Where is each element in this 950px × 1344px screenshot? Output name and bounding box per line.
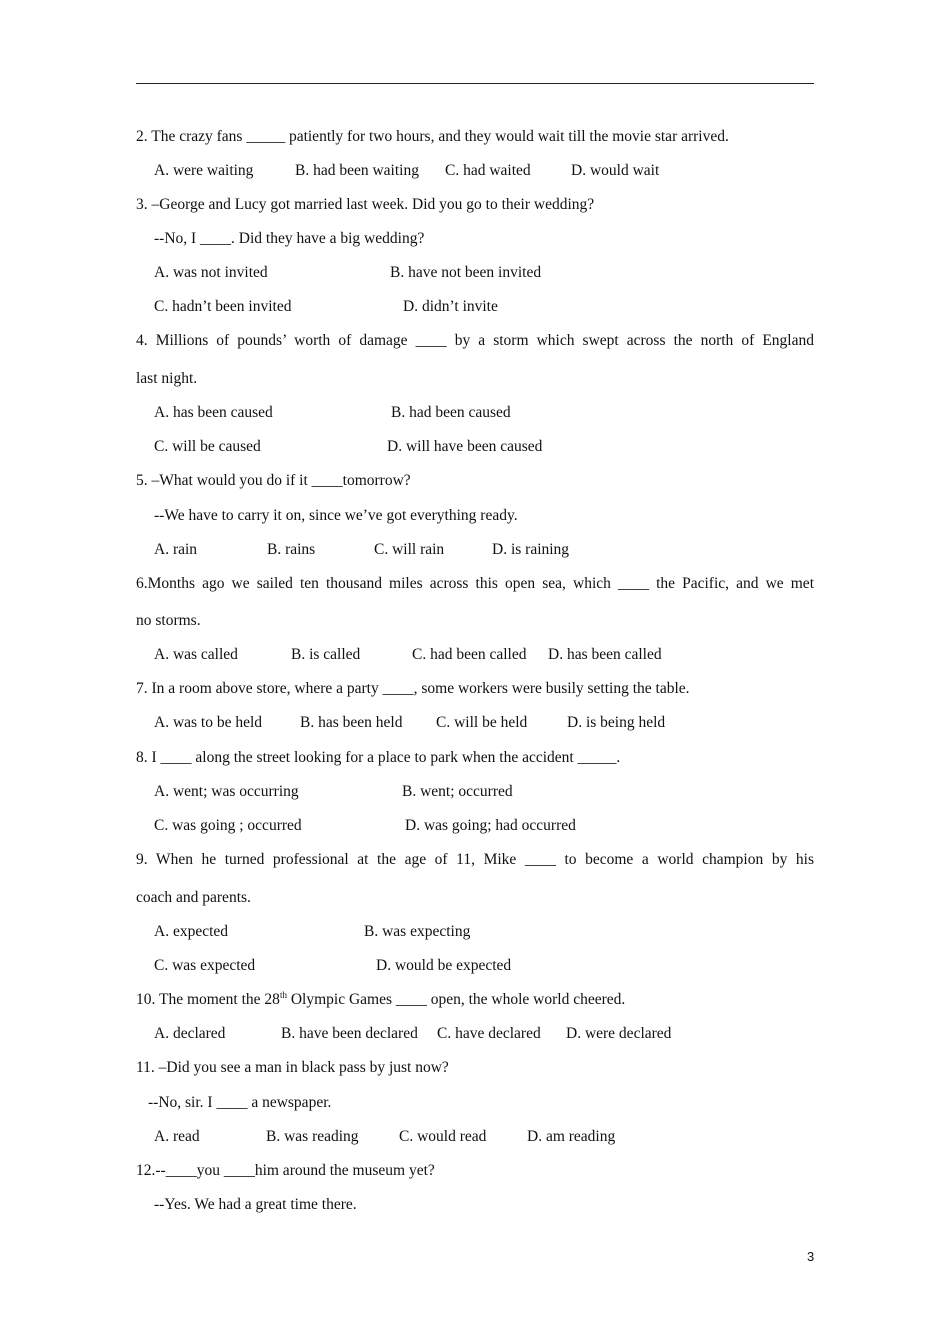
question-6-stem: 6.Months ago we sailed ten thousand miles across this open sea, which ____ the Pacific, and we met	[136, 575, 814, 592]
q2-option-c: C. had waited	[445, 162, 531, 179]
q6-option-a: A. was called	[154, 646, 238, 663]
q7-option-a: A. was to be held	[154, 714, 263, 731]
q6-option-b: B. is called	[291, 646, 361, 663]
q7-option-c: C. will be held	[436, 714, 528, 731]
q10-stem-post: Olympic Games ____ open, the whole world cheered.	[286, 991, 626, 1008]
question-12-reply: --Yes. We had a great time there.	[154, 1196, 357, 1213]
page-number: 3	[807, 1249, 815, 1264]
q10-option-b: B. have been declared	[281, 1025, 418, 1042]
question-9-stem-cont: coach and parents.	[136, 889, 251, 906]
q11-option-b: B. was reading	[266, 1128, 359, 1145]
q11-option-c: C. would read	[399, 1128, 487, 1145]
question-10-stem	[136, 991, 625, 1009]
question-3-reply: --No, I ____. Did they have a big wedding?	[154, 230, 425, 247]
q8-option-c: C. was going ; occurred	[154, 817, 302, 834]
q9-option-a: A. expected	[154, 923, 229, 940]
question-5-reply: --We have to carry it on, since we’ve got everything ready.	[154, 507, 518, 524]
q3-option-c: C. hadn’t been invited	[154, 298, 292, 315]
q10-stem-sup: th	[279, 990, 287, 1000]
question-8-stem: 8. I ____ along the street looking for a place to park when the accident _____.	[136, 749, 621, 766]
q3-option-a: A. was not invited	[154, 264, 268, 281]
question-3-stem: 3. –George and Lucy got married last week. Did you go to their wedding?	[136, 196, 595, 213]
q2-option-a: A. were waiting	[154, 162, 254, 179]
q4-option-c: C. will be caused	[154, 438, 261, 455]
q5-option-d: D. is raining	[492, 541, 570, 558]
question-11-stem: 11. –Did you see a man in black pass by just now?	[136, 1059, 449, 1076]
question-6-stem-cont: no storms.	[136, 612, 201, 629]
question-9-stem: 9. When he turned professional at the age of 11, Mike ____ to become a world champion by his	[136, 851, 814, 868]
q9-option-b: B. was expecting	[364, 923, 471, 940]
q8-option-b: B. went; occurred	[402, 783, 513, 800]
q2-option-b: B. had been waiting	[295, 162, 419, 179]
question-11-reply: --No, sir. I ____ a newspaper.	[148, 1094, 332, 1111]
q2-option-d: D. would wait	[571, 162, 660, 179]
q10-stem-pre: 10. The moment the 28	[136, 991, 280, 1008]
question-12-stem: 12.--____you ____him around the museum yet?	[136, 1162, 435, 1179]
q9-option-d: D. would be expected	[376, 957, 512, 974]
q9-option-c: C. was expected	[154, 957, 256, 974]
q3-option-b: B. have not been invited	[390, 264, 542, 281]
question-7-stem: 7. In a room above store, where a party ____, some workers were busily setting the table.	[136, 680, 690, 697]
q7-option-b: B. has been held	[300, 714, 403, 731]
q5-option-c: C. will rain	[374, 541, 445, 558]
q10-option-a: A. declared	[154, 1025, 226, 1042]
q8-option-d: D. was going; had occurred	[405, 817, 576, 834]
q11-option-d: D. am reading	[527, 1128, 616, 1145]
q4-option-b: B. had been caused	[391, 404, 511, 421]
q4-option-a: A. has been caused	[154, 404, 273, 421]
q10-option-c: C. have declared	[437, 1025, 541, 1042]
q5-option-b: B. rains	[267, 541, 316, 558]
question-4-stem-cont: last night.	[136, 370, 198, 387]
question-5-stem: 5. –What would you do if it ____tomorrow?	[136, 472, 411, 489]
q7-option-d: D. is being held	[567, 714, 666, 731]
q5-option-a: A. rain	[154, 541, 198, 558]
q3-option-d: D. didn’t invite	[403, 298, 498, 315]
q11-option-a: A. read	[154, 1128, 200, 1145]
q4-option-d: D. will have been caused	[387, 438, 543, 455]
question-2-stem: 2. The crazy fans _____ patiently for two hours, and they would wait till the movie star arrived.	[136, 128, 729, 145]
question-4-stem: 4. Millions of pounds’ worth of damage ____ by a storm which swept across the north of England	[136, 332, 814, 349]
q10-option-d: D. were declared	[566, 1025, 672, 1042]
q6-option-d: D. has been called	[548, 646, 662, 663]
q8-option-a: A. went; was occurring	[154, 783, 299, 800]
q6-option-c: C. had been called	[412, 646, 527, 663]
header-rule	[136, 83, 814, 84]
